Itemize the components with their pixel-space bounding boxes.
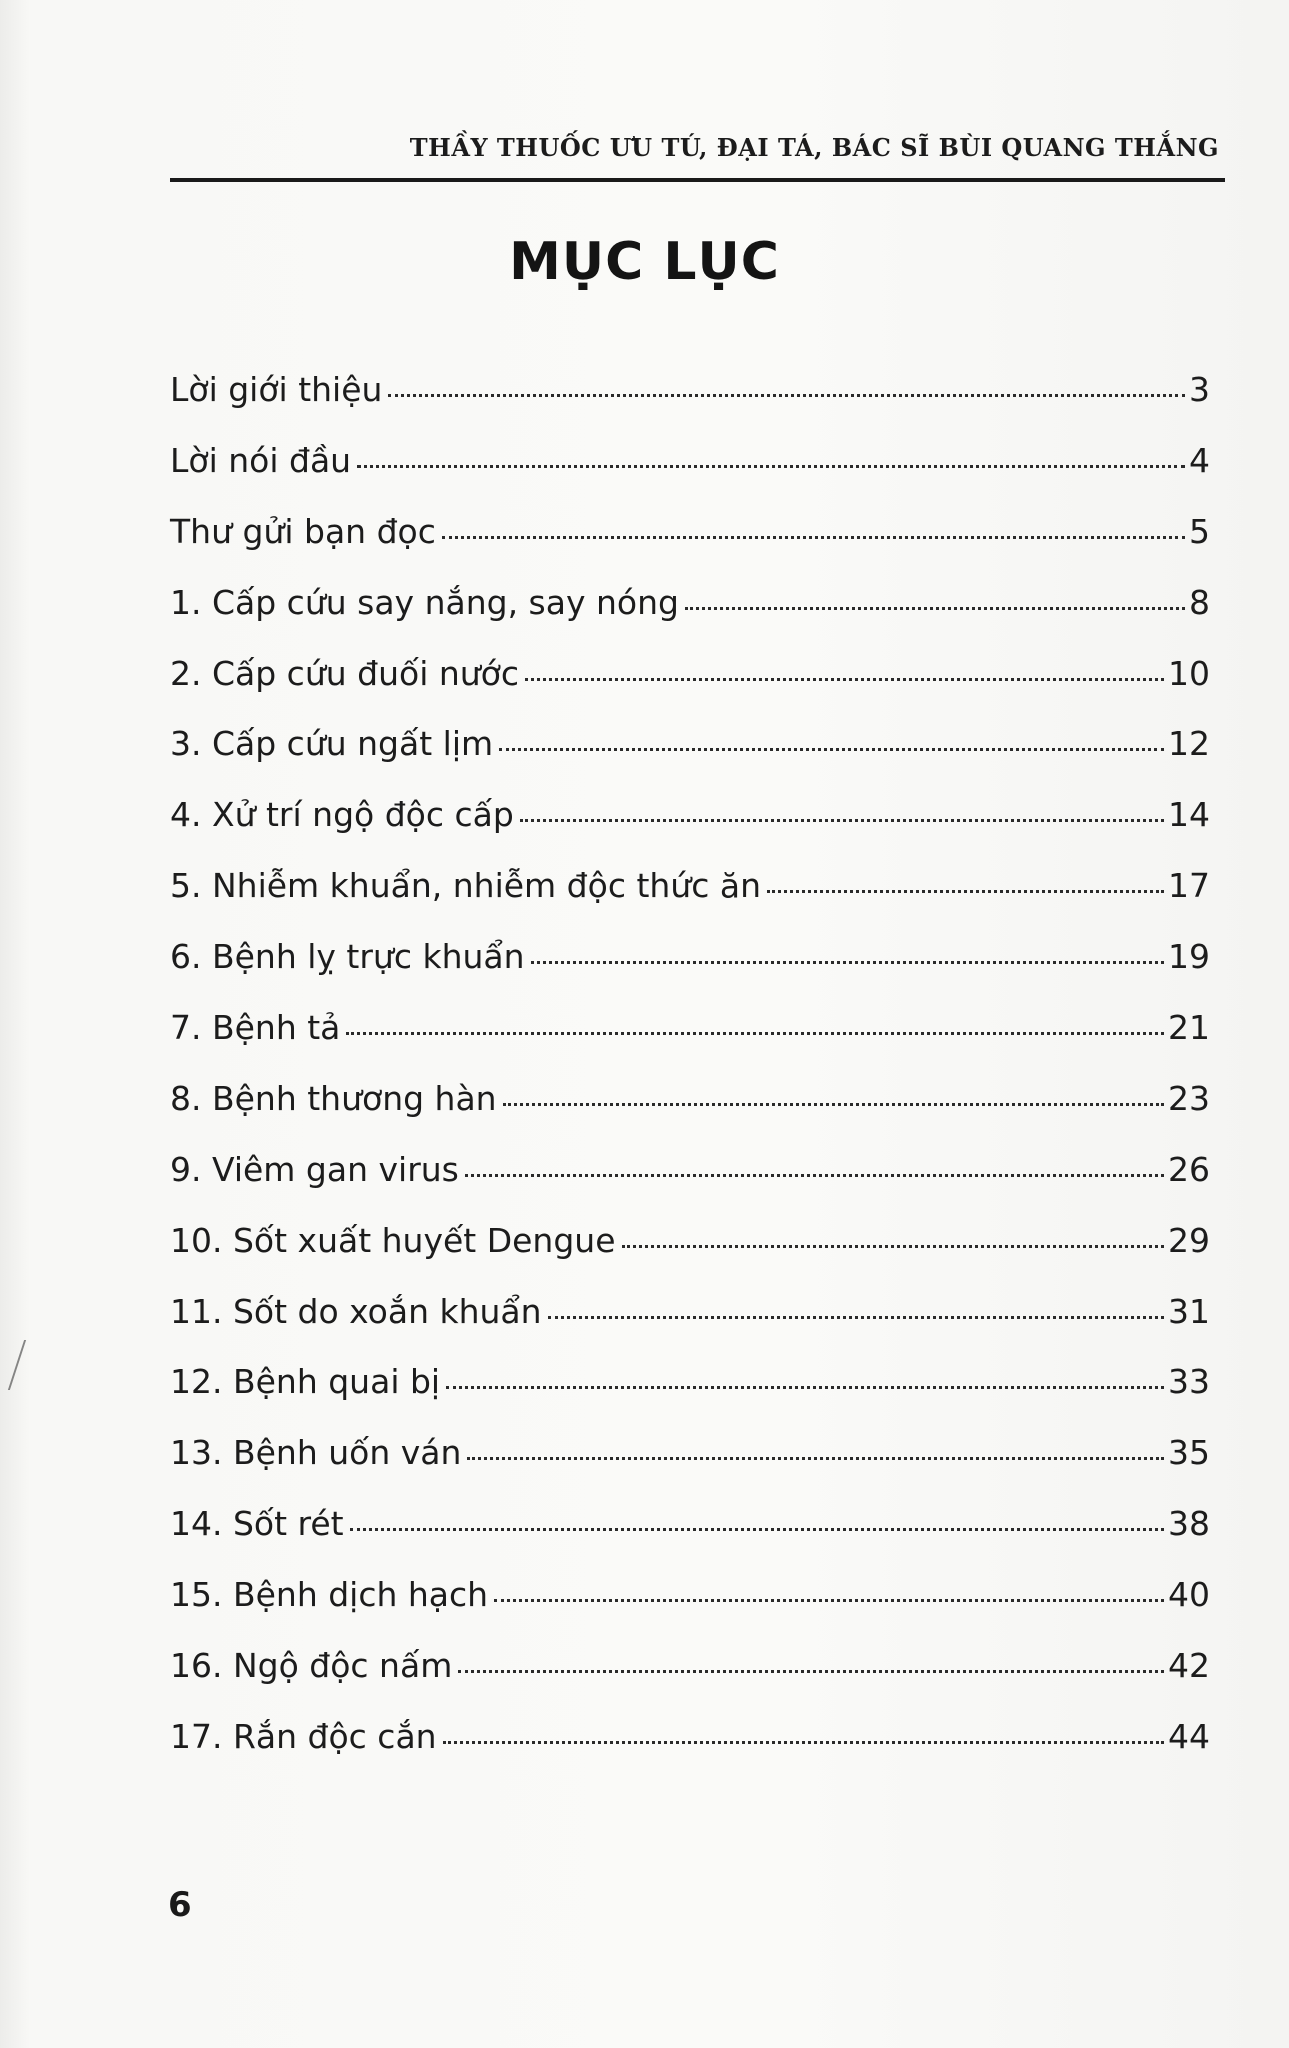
- toc-entry: [170, 654, 1210, 725]
- toc-entry-label: 4. Xử trí ngộ độc cấp: [170, 795, 514, 835]
- toc-entry-label: 14. Sốt rét: [170, 1504, 344, 1544]
- page-title: MỤC LỤC: [509, 232, 780, 292]
- toc-entry-label: 6. Bệnh lỵ trực khuẩn: [170, 937, 525, 977]
- toc-entry-label: 13. Bệnh uốn ván: [170, 1433, 462, 1473]
- toc-entry-label: 9. Viêm gan virus: [170, 1149, 459, 1189]
- table-of-contents: [170, 370, 1210, 1788]
- toc-entry-page: 12: [1168, 724, 1210, 764]
- page-number: 6: [168, 1885, 192, 1925]
- toc-entry-label: 16. Ngộ độc nấm: [170, 1646, 453, 1686]
- toc-entry-page: 42: [1168, 1646, 1210, 1686]
- dot-leader: [531, 961, 1164, 964]
- dot-leader: [525, 678, 1164, 681]
- page-edge-mark: [0, 1340, 26, 1390]
- toc-entry: [170, 1079, 1210, 1150]
- dot-leader: [388, 394, 1185, 397]
- dot-leader: [350, 1528, 1164, 1531]
- toc-entry-label: 12. Bệnh quai bị: [170, 1362, 441, 1402]
- toc-entry: [170, 937, 1210, 1008]
- dot-leader: [548, 1316, 1164, 1319]
- dot-leader: [467, 1457, 1164, 1460]
- toc-entry-page: 17: [1168, 866, 1210, 906]
- toc-entry: [170, 1292, 1210, 1363]
- toc-entry: [170, 1150, 1210, 1221]
- dot-leader: [503, 1103, 1164, 1106]
- toc-entry-label: 15. Bệnh dịch hạch: [170, 1575, 489, 1615]
- toc-entry: [170, 1221, 1210, 1292]
- toc-entry-label: 17. Rắn độc cắn: [170, 1716, 437, 1756]
- toc-entry-label: 11. Sốt do xoắn khuẩn: [170, 1291, 542, 1331]
- toc-entry-label: 5. Nhiễm khuẩn, nhiễm độc thức ăn: [170, 866, 761, 906]
- header-rule: [170, 178, 1225, 182]
- toc-entry-page: 44: [1168, 1716, 1210, 1756]
- dot-leader: [767, 890, 1164, 893]
- toc-entry: [170, 1575, 1210, 1646]
- toc-entry: [170, 795, 1210, 866]
- toc-entry-label: 7. Bệnh tả: [170, 1008, 341, 1048]
- toc-entry-page: 26: [1168, 1149, 1210, 1189]
- toc-entry-page: 38: [1168, 1504, 1210, 1544]
- toc-entry-label: Thư gửi bạn đọc: [170, 511, 436, 551]
- running-head: THẦY THUỐC ƯU TÚ, ĐẠI TÁ, BÁC SĨ BÙI QUANG THẮNG: [409, 133, 1219, 162]
- toc-entry-label: 3. Cấp cứu ngất lịm: [170, 724, 494, 764]
- toc-entry: [170, 866, 1210, 937]
- toc-entry: [170, 1008, 1210, 1079]
- toc-entry: [170, 441, 1210, 512]
- dot-leader: [499, 748, 1164, 751]
- dot-leader: [622, 1245, 1164, 1248]
- toc-entry: [170, 1504, 1210, 1575]
- dot-leader: [520, 819, 1164, 822]
- toc-entry-page: 8: [1189, 582, 1210, 622]
- dot-leader: [443, 1741, 1164, 1744]
- toc-entry-page: 35: [1168, 1433, 1210, 1473]
- toc-entry: [170, 1362, 1210, 1433]
- toc-entry-page: 29: [1168, 1220, 1210, 1260]
- dot-leader: [458, 1670, 1164, 1673]
- toc-entry: [170, 512, 1210, 583]
- dot-leader: [494, 1599, 1164, 1602]
- dot-leader: [346, 1032, 1164, 1035]
- toc-entry-label: 8. Bệnh thương hàn: [170, 1078, 497, 1118]
- toc-entry: [170, 370, 1210, 441]
- toc-entry-page: 4: [1189, 440, 1210, 480]
- toc-entry-page: 23: [1168, 1078, 1210, 1118]
- toc-entry: [170, 1717, 1210, 1788]
- toc-entry-label: Lời giới thiệu: [170, 370, 383, 409]
- dot-leader: [465, 1174, 1164, 1177]
- toc-entry-page: 14: [1168, 795, 1210, 835]
- toc-entry-label: 2. Cấp cứu đuối nước: [170, 653, 520, 693]
- toc-entry: [170, 724, 1210, 795]
- dot-leader: [685, 607, 1185, 610]
- toc-entry-page: 21: [1168, 1008, 1210, 1048]
- dot-leader: [442, 536, 1185, 539]
- toc-entry-page: 10: [1168, 653, 1210, 693]
- toc-entry-label: 1. Cấp cứu say nắng, say nóng: [170, 582, 679, 622]
- dot-leader: [446, 1386, 1164, 1389]
- toc-entry-label: 10. Sốt xuất huyết Dengue: [170, 1220, 616, 1260]
- toc-entry-label: Lời nói đầu: [170, 440, 352, 480]
- toc-entry: [170, 1433, 1210, 1504]
- toc-entry-page: 31: [1168, 1291, 1210, 1331]
- toc-entry: [170, 1646, 1210, 1717]
- dot-leader: [357, 465, 1185, 468]
- toc-entry-page: 33: [1168, 1362, 1210, 1402]
- toc-entry-page: 5: [1189, 511, 1210, 551]
- toc-entry-page: 40: [1168, 1575, 1210, 1615]
- toc-entry-page: 3: [1189, 370, 1210, 409]
- toc-entry-page: 19: [1168, 937, 1210, 977]
- toc-entry: [170, 583, 1210, 654]
